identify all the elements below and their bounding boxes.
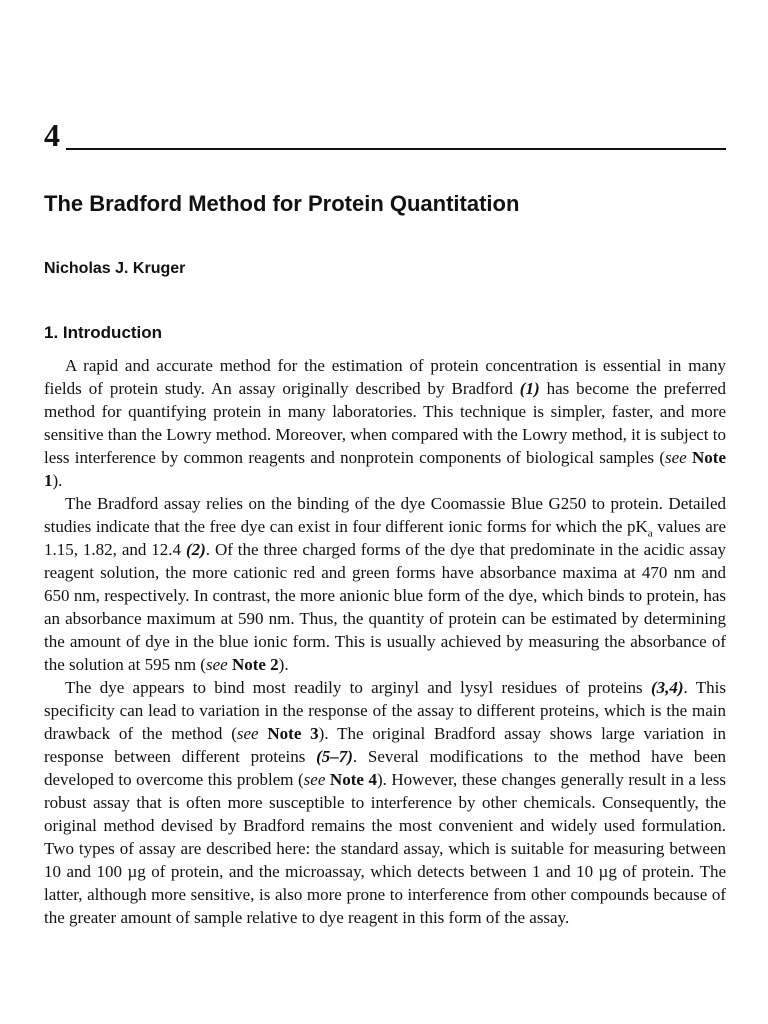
- text-run: . This specificity can lead to variation in the response of the assay to different proteins, which is the main drawback of the method (: [44, 678, 726, 743]
- author-name: Nicholas J. Kruger: [44, 260, 186, 277]
- note-ref: Note 2: [227, 655, 279, 674]
- see-text: see: [236, 724, 259, 743]
- chapter-number: 4: [44, 117, 60, 153]
- subscript-a: a: [647, 527, 653, 540]
- citation-ref: (2): [185, 540, 206, 559]
- see-text: see: [665, 448, 687, 467]
- text-run: The dye appears to bind most readily to arginyl and lysyl residues of proteins: [65, 678, 651, 697]
- paragraph-3: [44, 676, 726, 929]
- text-run: has become the preferred method for quantifying protein in many laboratories. This technique is simpler, faster, and more sensitive than the Lowry method. Moreover, when compared with the Lowry method, it is subject to less interference by common reagents and nonprotein components of biological samples (: [44, 379, 727, 467]
- chapter-header: [44, 118, 726, 152]
- text-run: ).: [52, 471, 63, 490]
- text-run: A rapid and accurate method for the estimation of protein concentration is essential in many fields of protein study. An assay originally described by Bradford: [44, 356, 726, 398]
- text-run: ).: [278, 655, 289, 674]
- text-run: . Of the three charged forms of the dye that predominate in the acidic assay reagent solution, the more cationic red and green forms have absorbance maxima at 470 nm and 650 nm, respectively. In contrast, the more anionic blue form of the dye, which binds to protein, has an absorbance maximum at 590 nm. Thus, the quantity of protein can be estimated by determining the amount of dye in the blue ionic form. This is usually achieved by measuring the absorbance of the solution at 595 nm (: [44, 540, 726, 674]
- see-text: see: [303, 770, 326, 789]
- text-run: values are 1.15, 1.82, and 12.4: [44, 517, 726, 559]
- citation-ref: (5–7): [316, 747, 353, 766]
- citation-ref: (3,4): [650, 678, 684, 697]
- text-run: . Several modifications to the method have been developed to overcome this problem (: [44, 747, 727, 789]
- text-run: ). The original Bradford assay shows large variation in response between different proteins: [44, 724, 726, 766]
- note-ref: Note 1: [44, 448, 727, 490]
- text-run: The Bradford assay relies on the binding of the dye Coomassie Blue G250 to protein. Detailed studies indicate that the free dye can exist in four different ionic forms for which the pK: [44, 494, 726, 536]
- chapter-rule: [66, 148, 726, 150]
- section-heading: 1. Introduction: [44, 323, 163, 342]
- note-ref: Note 4: [325, 770, 377, 789]
- paragraph-1: [44, 354, 726, 492]
- paragraph-2: [44, 492, 726, 676]
- body-text: [44, 354, 726, 929]
- chapter-title: The Bradford Method for Protein Quantitation: [44, 191, 520, 216]
- text-run: ). However, these changes generally result in a less robust assay that is often more susceptible to interference by other chemicals. Consequently, the original method devised by Bradford remains the most convenient and widely used formulation. Two types of assay are described here: the standard assay, which is suitable for measuring between 10 and 100 µg of protein, and the microassay, which detects between 1 and 10 µg of protein. The latter, although more sensitive, is also more prone to interference from other compounds because of the greater amount of sample relative to dye reagent in this form of the assay.: [44, 770, 727, 927]
- note-ref: Note 3: [258, 724, 319, 743]
- citation-ref: (1): [519, 379, 540, 398]
- see-text: see: [205, 655, 228, 674]
